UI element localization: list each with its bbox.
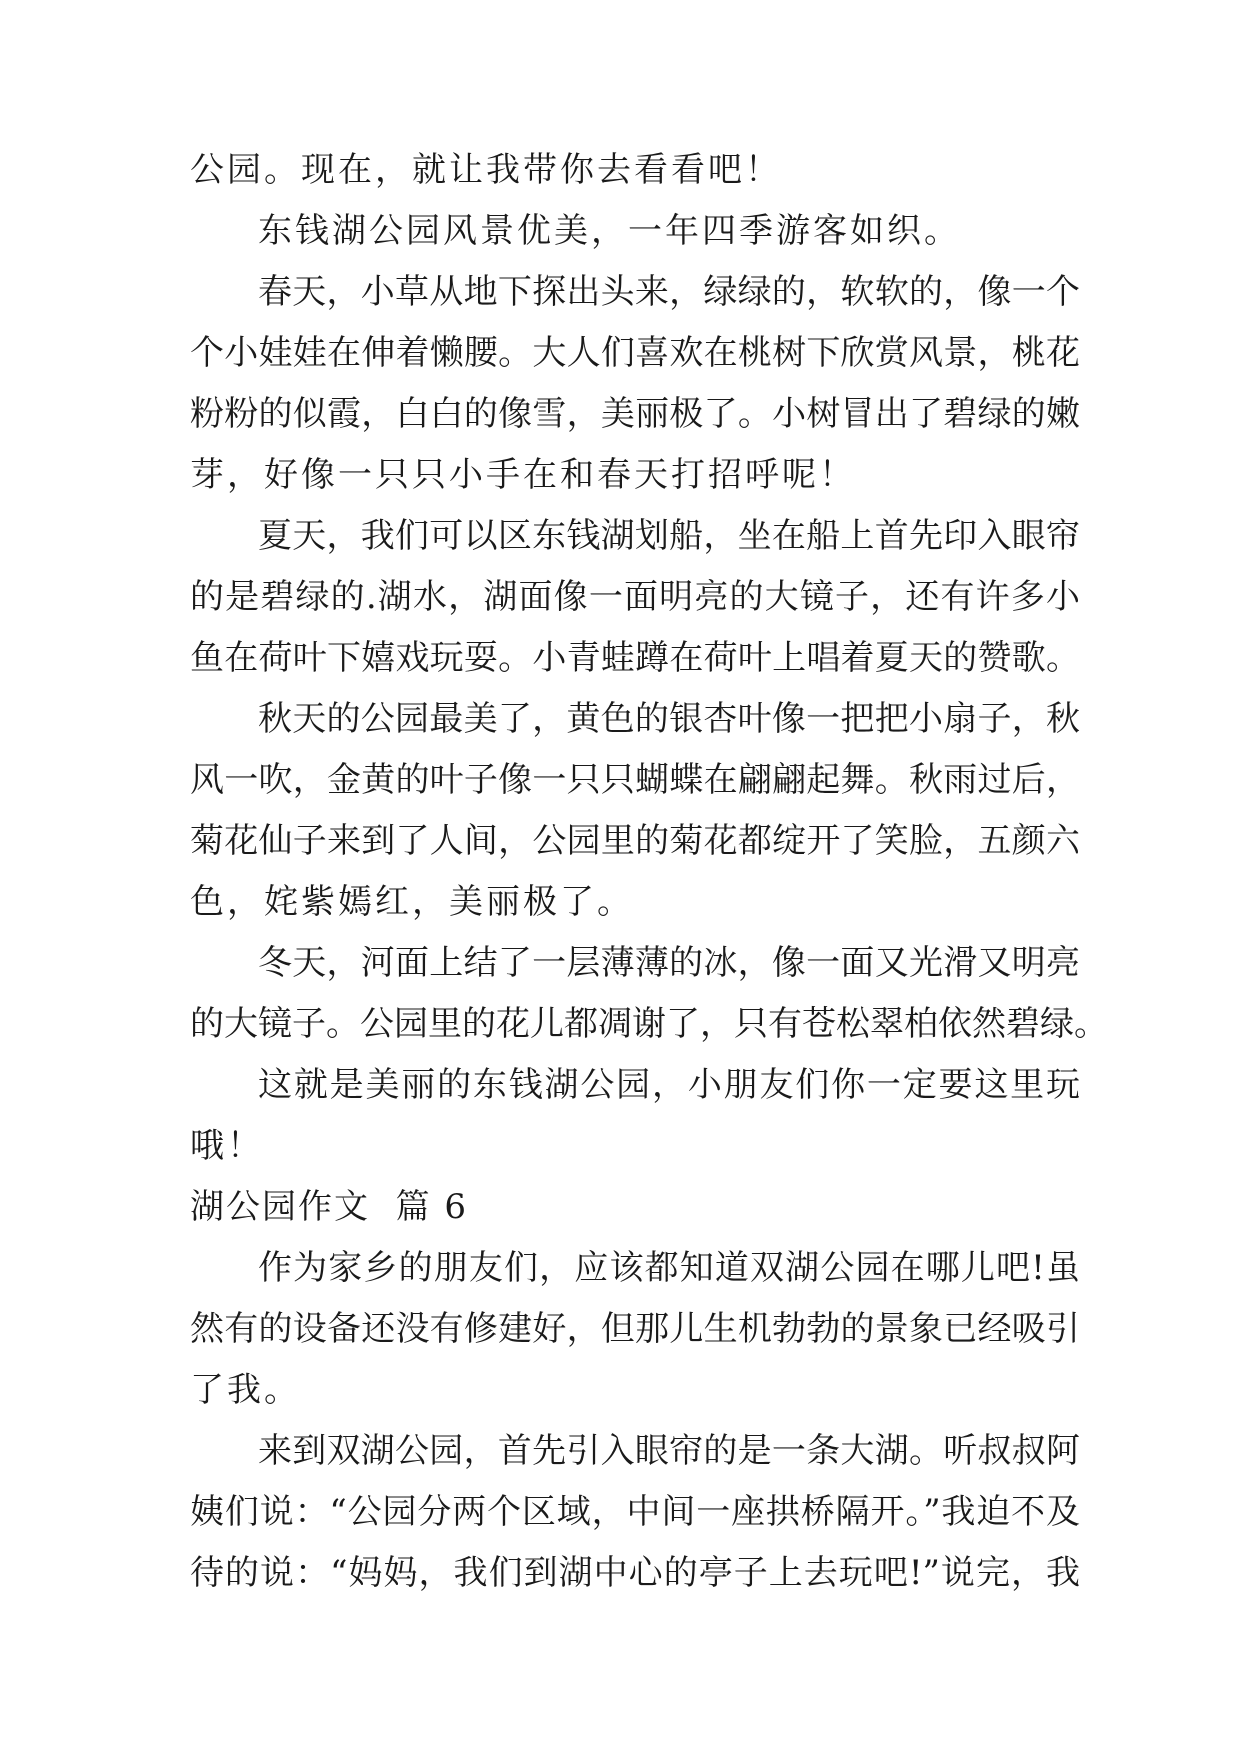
paragraph-line: 待的说：“妈妈，我们到湖中心的亭子上去玩吧!”说完，我 (190, 1553, 1080, 1593)
paragraph-line: 秋天的公园最美了，黄色的银杏叶像一把把小扇子，秋 (258, 699, 1080, 739)
paragraph-line: 风一吹，金黄的叶子像一只只蝴蝶在翩翩起舞。秋雨过后， (190, 760, 1080, 800)
paragraph-line: 菊花仙子来到了人间，公园里的菊花都绽开了笑脸，五颜六 (190, 821, 1080, 861)
paragraph-line: 粉粉的似霞，白白的像雪，美丽极了。小树冒出了碧绿的嫩 (190, 394, 1080, 434)
paragraph-line: 姨们说：“公园分两个区域，中间一座拱桥隔开。”我迫不及 (190, 1492, 1080, 1532)
paragraph-line: 春天，小草从地下探出头来，绿绿的，软软的，像一个 (258, 272, 1080, 312)
paragraph-line: 哦！ (190, 1126, 264, 1166)
paragraph-line: 公园。现在，就让我带你去看看吧！ (190, 150, 782, 190)
paragraph-line: 东钱湖公园风景优美，一年四季游客如织。 (258, 211, 961, 251)
paragraph-line: 色，姹紫嫣红，美丽极了。 (190, 882, 634, 922)
paragraph-line: 作为家乡的朋友们，应该都知道双湖公园在哪儿吧!虽 (258, 1248, 1080, 1288)
paragraph-line: 的大镜子。公园里的花儿都凋谢了，只有苍松翠柏依然碧绿。 (190, 1004, 1108, 1044)
section-heading: 湖公园作文 篇 6 (190, 1187, 469, 1227)
paragraph-line: 芽，好像一只只小手在和春天打招呼呢！ (190, 455, 856, 495)
paragraph-line: 夏天，我们可以区东钱湖划船，坐在船上首先印入眼帘 (258, 516, 1080, 556)
paragraph-line: 然有的设备还没有修建好，但那儿生机勃勃的景象已经吸引 (190, 1309, 1080, 1349)
paragraph-line: 鱼在荷叶下嬉戏玩耍。小青蛙蹲在荷叶上唱着夏天的赞歌。 (190, 638, 1080, 678)
paragraph-line: 这就是美丽的东钱湖公园，小朋友们你一定要这里玩 (258, 1065, 1080, 1105)
paragraph-line: 冬天，河面上结了一层薄薄的冰，像一面又光滑又明亮 (258, 943, 1080, 983)
paragraph-line: 个小娃娃在伸着懒腰。大人们喜欢在桃树下欣赏风景，桃花 (190, 333, 1080, 373)
paragraph-line: 的是碧绿的.湖水，湖面像一面明亮的大镜子，还有许多小 (190, 577, 1080, 617)
paragraph-line: 了我。 (190, 1370, 301, 1410)
paragraph-line: 来到双湖公园，首先引入眼帘的是一条大湖。听叔叔阿 (258, 1431, 1080, 1471)
